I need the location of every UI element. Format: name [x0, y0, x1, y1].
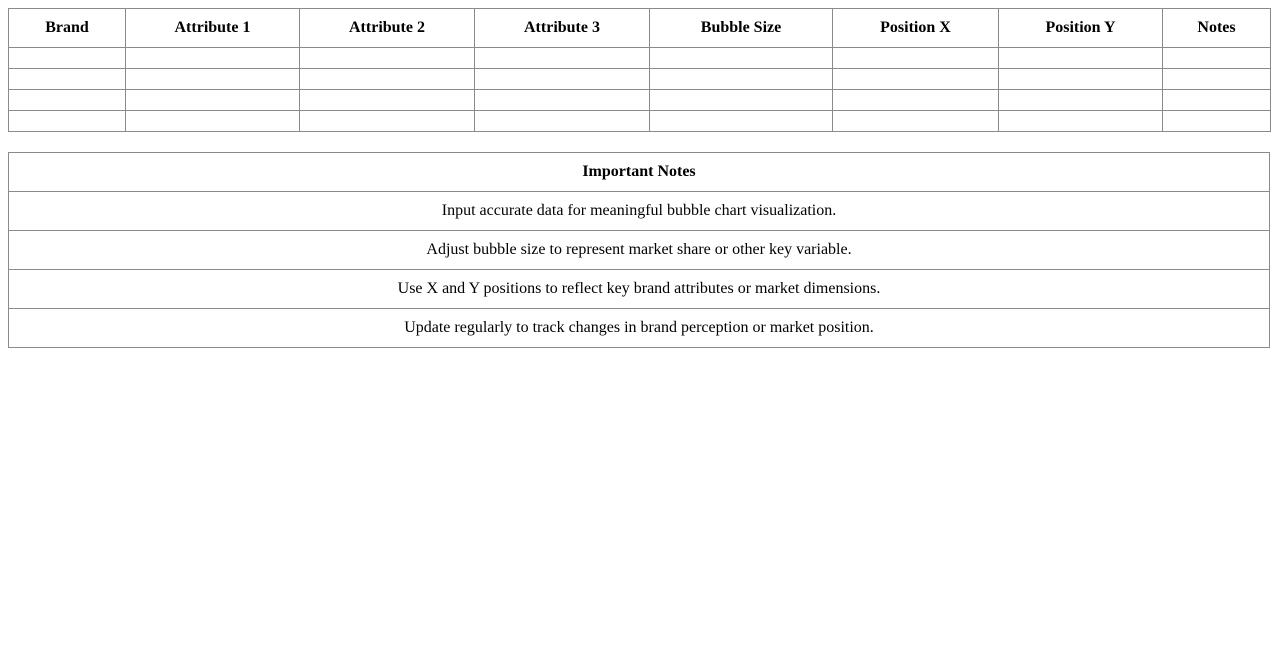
- note-text: Update regularly to track changes in brand perception or market position.: [9, 309, 1270, 348]
- table-cell[interactable]: [650, 111, 833, 132]
- table-cell[interactable]: [475, 111, 650, 132]
- notes-title: Important Notes: [9, 153, 1270, 192]
- note-row: [9, 192, 1270, 231]
- header-bubble-size: Bubble Size: [650, 9, 833, 48]
- header-position-y: Position Y: [999, 9, 1163, 48]
- page-content: [8, 8, 1270, 348]
- table-cell[interactable]: [999, 69, 1163, 90]
- table-cell[interactable]: [475, 69, 650, 90]
- table-cell[interactable]: [999, 111, 1163, 132]
- table-header-row: [9, 9, 1271, 48]
- table-cell[interactable]: [9, 69, 126, 90]
- table-cell[interactable]: [126, 111, 300, 132]
- table-cell[interactable]: [126, 48, 300, 69]
- note-text: Adjust bubble size to represent market share or other key variable.: [9, 231, 1270, 270]
- header-notes: Notes: [1163, 9, 1271, 48]
- note-text: Input accurate data for meaningful bubble chart visualization.: [9, 192, 1270, 231]
- table-cell[interactable]: [300, 90, 475, 111]
- table-cell[interactable]: [650, 48, 833, 69]
- brand-data-table: [8, 8, 1271, 132]
- header-attribute-1: Attribute 1: [126, 9, 300, 48]
- table-row: [9, 48, 1271, 69]
- table-cell[interactable]: [126, 69, 300, 90]
- note-row: [9, 309, 1270, 348]
- note-text: Use X and Y positions to reflect key brand attributes or market dimensions.: [9, 270, 1270, 309]
- table-cell[interactable]: [475, 48, 650, 69]
- table-row: [9, 111, 1271, 132]
- table-cell[interactable]: [833, 48, 999, 69]
- table-cell[interactable]: [833, 90, 999, 111]
- table-cell[interactable]: [300, 69, 475, 90]
- table-cell[interactable]: [1163, 48, 1271, 69]
- header-attribute-2: Attribute 2: [300, 9, 475, 48]
- table-cell[interactable]: [9, 90, 126, 111]
- table-cell[interactable]: [833, 69, 999, 90]
- important-notes-table: [8, 152, 1270, 348]
- table-cell[interactable]: [1163, 111, 1271, 132]
- table-cell[interactable]: [126, 90, 300, 111]
- table-cell[interactable]: [9, 111, 126, 132]
- header-brand: Brand: [9, 9, 126, 48]
- header-attribute-3: Attribute 3: [475, 9, 650, 48]
- table-cell[interactable]: [1163, 69, 1271, 90]
- note-row: [9, 270, 1270, 309]
- header-position-x: Position X: [833, 9, 999, 48]
- table-cell[interactable]: [475, 90, 650, 111]
- table-cell[interactable]: [300, 48, 475, 69]
- table-row: [9, 90, 1271, 111]
- table-cell[interactable]: [999, 48, 1163, 69]
- table-cell[interactable]: [650, 90, 833, 111]
- table-cell[interactable]: [833, 111, 999, 132]
- table-cell[interactable]: [999, 90, 1163, 111]
- table-row: [9, 69, 1271, 90]
- notes-header-row: [9, 153, 1270, 192]
- table-cell[interactable]: [300, 111, 475, 132]
- table-cell[interactable]: [650, 69, 833, 90]
- table-cell[interactable]: [1163, 90, 1271, 111]
- note-row: [9, 231, 1270, 270]
- table-cell[interactable]: [9, 48, 126, 69]
